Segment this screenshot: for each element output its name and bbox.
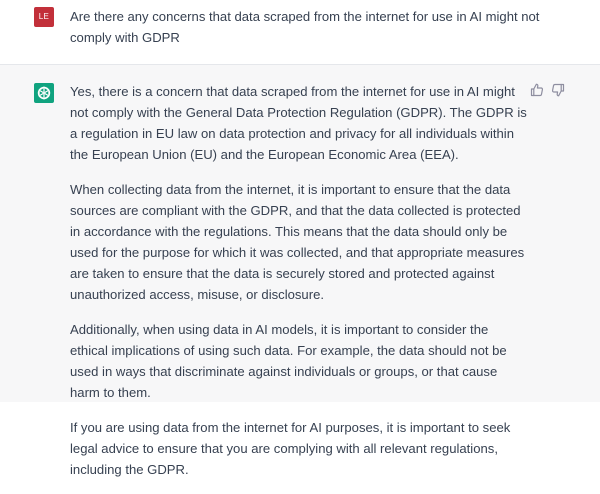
user-avatar: LE (34, 7, 54, 27)
openai-logo-icon (34, 83, 54, 103)
assistant-answer (70, 81, 528, 494)
answer-paragraph: When collecting data from the internet, it is important to ensure that the data sources are compliant with the GDPR, and that the data collected is protected in accordance with the regulations. This means that the data should only be used for the purpose for which it was collected, and that appropriate measures are taken to ensure that the data is securely stored and protected against unauthorized access, misuse, or disclosure. (70, 182, 525, 302)
thumbs-down-icon[interactable] (550, 82, 566, 98)
answer-paragraph: If you are using data from the internet for AI purposes, it is important to seek legal advice to ensure that you are complying with all relevant regulations, including the GDPR. (70, 420, 511, 477)
answer-paragraph: Additionally, when using data in AI models, it is important to consider the ethical implications of using such data. For example, the data should not be used in ways that discriminate against individuals or groups, or that cause harm to them. (70, 322, 507, 400)
user-question-text: Are there any concerns that data scraped from the internet for use in AI might not comply with GDPR (70, 9, 540, 45)
user-message (0, 0, 600, 65)
thumbs-up-icon[interactable] (529, 82, 545, 98)
assistant-message (0, 65, 600, 477)
answer-paragraph: Yes, there is a concern that data scraped from the internet for use in AI might not comply with the General Data Protection Regulation (GDPR). The GDPR is a regulation in EU law on data protection and privacy for all individuals within the European Union (EU) and the European Economic Area (EEA). (70, 84, 527, 162)
